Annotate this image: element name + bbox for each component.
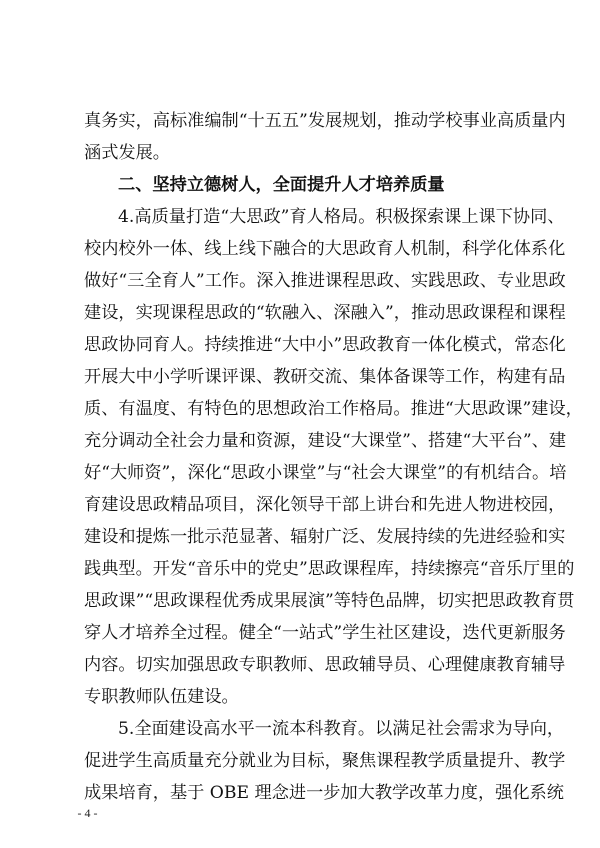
text-line: 专职教师队伍建设。 [84, 687, 239, 707]
text-line: 践典型。开发“音乐中的党史”思政课程库，持续擦亮“音乐厅里的 [84, 559, 575, 579]
text-line: 真务实，高标准编制“十五五”发展规划，推动学校事业高质量内 [84, 111, 566, 131]
text-line: 思政课”“思政课程优秀成果展演”等特色品牌，切实把思政教育贯 [84, 591, 575, 611]
text-line: 涵式发展。 [84, 143, 170, 163]
text-line: 内容。切实加强思政专职教师、思政辅导员、心理健康教育辅导 [84, 655, 566, 675]
text-line: 建设，实现课程思政的“软融入、深融入”，推动思政课程和课程 [84, 303, 566, 323]
text-line: 建设和提炼一批示范显著、辐射广泛、发展持续的先进经验和实 [84, 527, 566, 547]
text-line: 校内校外一体、线上线下融合的大思政育人机制，科学化体系化 [84, 239, 566, 259]
body-text [84, 105, 583, 809]
text-line: 思政协同育人。持续推进“大中小”思政教育一体化模式，常态化 [84, 335, 566, 355]
section-heading: 二、坚持立德树人，全面提升人才培养质量 [118, 175, 445, 195]
text-line: 好“大师资”，深化“思政小课堂”与“社会大课堂”的有机结合。培 [84, 463, 567, 483]
paragraph-first-line: 4.高质量打造“大思政”育人格局。积极探索课上课下协同、 [118, 207, 565, 227]
paragraph-first-line: 5.全面建设高水平一流本科教育。以满足社会需求为导向， [118, 719, 565, 739]
text-line: 质、有温度、有特色的思想政治工作格局。推进“大思政课”建设， [84, 399, 583, 419]
text-line: 穿人才培养全过程。健全“一站式”学生社区建设，迭代更新服务 [84, 623, 566, 643]
page-number: - 4 - [77, 806, 98, 820]
text-line: 开展大中小学听课评课、教研交流、集体备课等工作，构建有品 [84, 367, 566, 387]
text-line: 成果培育，基于 OBE 理念进一步加大教学改革力度，强化系统 [84, 783, 564, 803]
text-line: 促进学生高质量充分就业为目标，聚焦课程教学质量提升、教学 [84, 751, 566, 771]
text-line: 做好“三全育人”工作。深入推进课程思政、实践思政、专业思政 [84, 271, 566, 291]
text-line: 育建设思政精品项目，深化领导干部上讲台和先进人物进校园， [84, 495, 566, 515]
text-line: 充分调动全社会力量和资源，建设“大课堂”、搭建“大平台”、建 [84, 431, 567, 451]
